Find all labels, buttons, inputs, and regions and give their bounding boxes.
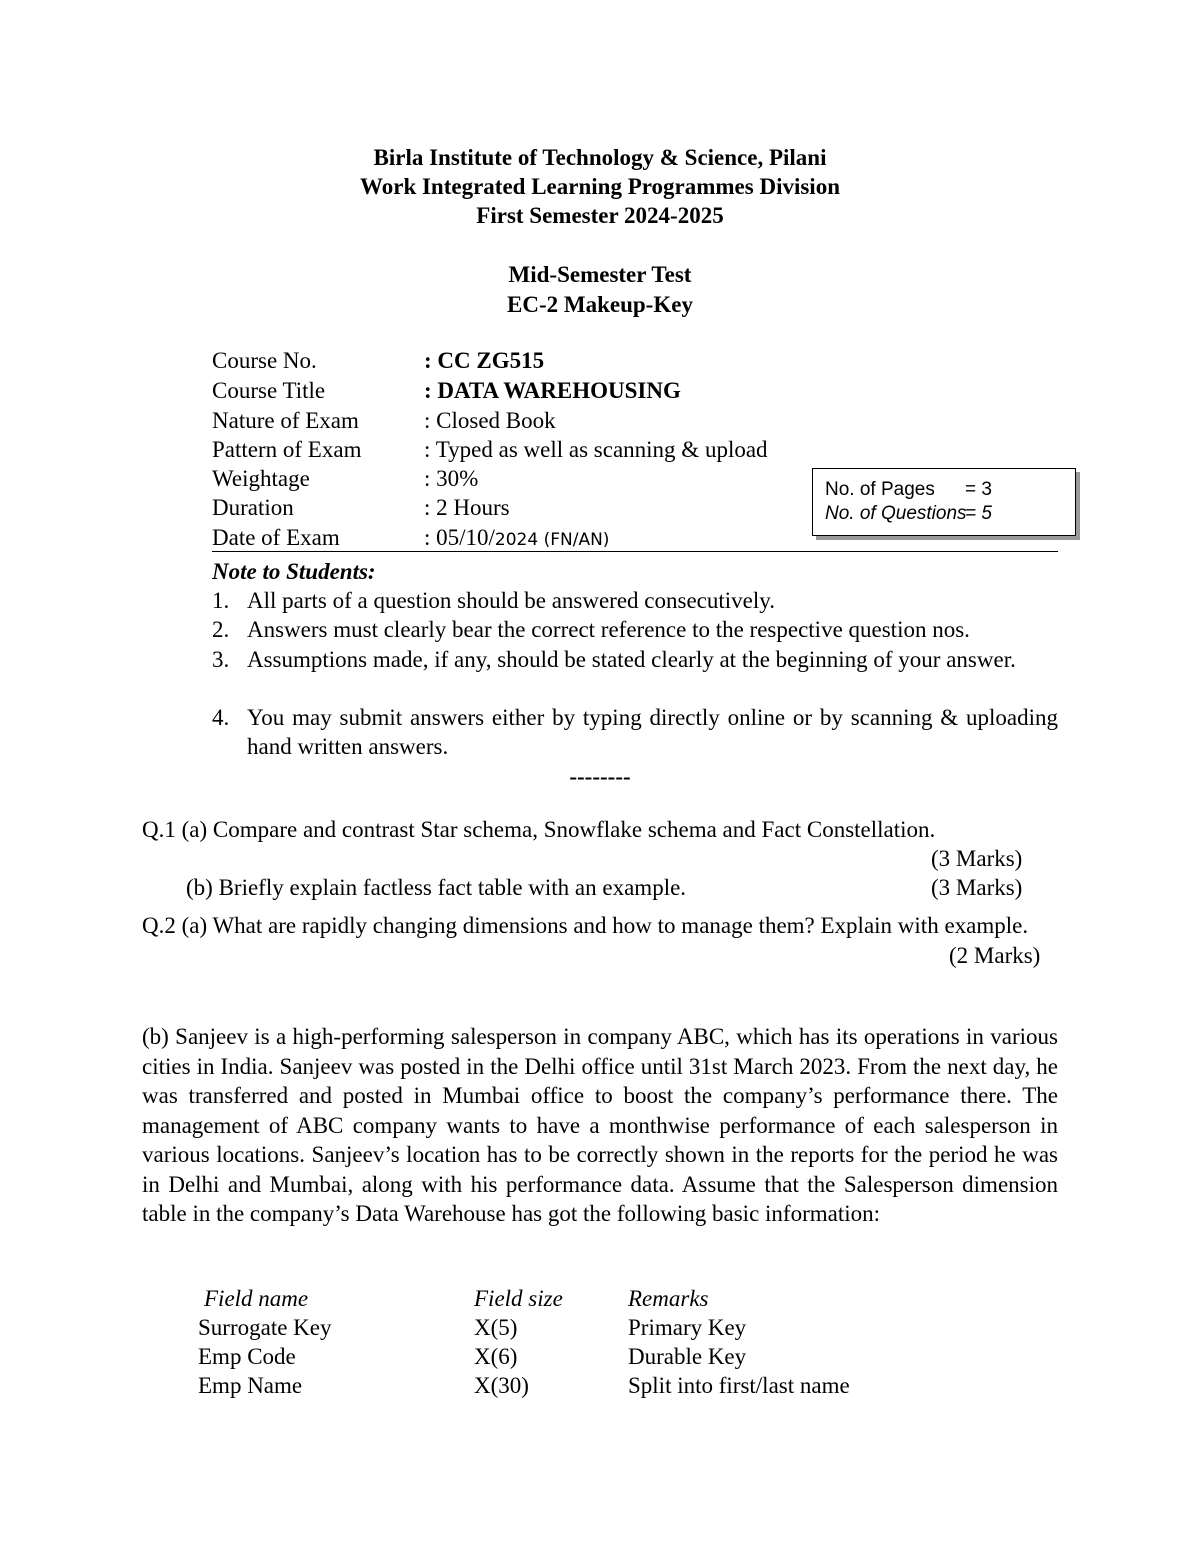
meta-value: : 2 Hours	[424, 495, 510, 520]
header-remarks: Remarks	[628, 1286, 709, 1311]
note-item	[212, 645, 1058, 703]
note-text: You may submit answers either by typing directly online or by scanning & uploading hand written answers.	[247, 705, 1058, 759]
notes-title: Note to Students:	[212, 559, 376, 584]
question-1a-marks: (3 Marks)	[931, 846, 1023, 871]
separator: --------	[569, 764, 631, 789]
divider	[212, 551, 1058, 552]
cell-remarks: Primary Key	[628, 1315, 747, 1340]
meta-value: : 30%	[424, 466, 479, 491]
question-1b-marks: (3 Marks)	[931, 875, 1023, 900]
test-title: Mid-Semester Test	[508, 262, 692, 287]
cell-field-name: Emp Name	[198, 1373, 303, 1398]
pages-value: = 3	[965, 479, 992, 500]
semester: First Semester 2024-2025	[476, 203, 724, 228]
date-value: : 05/10/	[424, 525, 495, 550]
note-text: Answers must clearly bear the correct reference to the respective question nos.	[247, 617, 970, 642]
date-value-small: 2024 (FN/AN)	[494, 530, 610, 550]
cell-field-size: X(6)	[474, 1344, 518, 1369]
meta-value: : DATA WAREHOUSING	[424, 378, 681, 403]
meta-value: : CC ZG515	[424, 348, 545, 373]
table-header	[198, 1284, 998, 1313]
meta-label: Course Title	[212, 378, 326, 403]
table-row	[198, 1342, 998, 1371]
cell-field-size: X(5)	[474, 1315, 518, 1340]
note-number: 1.	[212, 588, 230, 613]
question-1b: (b) Briefly explain factless fact table with an example.	[186, 875, 687, 900]
header-field-name: Field name	[204, 1286, 309, 1311]
cell-field-name: Surrogate Key	[198, 1315, 332, 1340]
meta-label: Duration	[212, 495, 294, 520]
questions-value: = 5	[965, 503, 992, 524]
question-1a: Q.1 (a) Compare and contrast Star schema, Snowflake schema and Fact Constellation.	[142, 817, 936, 842]
pages-label: No. of Pages	[825, 479, 935, 500]
meta-label: Pattern of Exam	[212, 437, 362, 462]
test-type: EC-2 Makeup-Key	[507, 292, 693, 317]
question-2b: (b) Sanjeev is a high-performing salesperson in company ABC, which has its operations in various cities in India. Sanjeev was posted in the Delhi office until 31st March 2023. From the next day, he was transferred and posted in Mumbai office to boost the company’s performance there. The management of ABC company wants to have a monthwise performance of each salesperson in various locations. Sanjeev’s location has to be correctly shown in the reports for the period he was in Delhi and Mumbai, along with his performance data. Assume that the Salesperson dimension table in the company’s Data Warehouse has got the following basic information:	[142, 1024, 1058, 1226]
question-2a-marks: (2 Marks)	[949, 943, 1041, 968]
division-name: Work Integrated Learning Programmes Division	[360, 174, 840, 199]
cell-remarks: Split into first/last name	[628, 1373, 850, 1398]
meta-label: Nature of Exam	[212, 408, 359, 433]
meta-value: : Closed Book	[424, 408, 556, 433]
meta-label: Weightage	[212, 466, 310, 491]
question-2a-text: Q.2 (a) What are rapidly changing dimensions and how to manage them? Explain with example.	[142, 913, 1029, 938]
questions-label: No. of Questions	[825, 503, 967, 524]
table-row	[198, 1371, 998, 1400]
institute-name: Birla Institute of Technology & Science, Pilani	[373, 145, 827, 170]
cell-remarks: Durable Key	[628, 1344, 747, 1369]
note-text: All parts of a question should be answered consecutively.	[247, 588, 776, 613]
note-item	[212, 703, 1058, 761]
cell-field-name: Emp Code	[198, 1344, 296, 1369]
note-number: 2.	[212, 617, 230, 642]
meta-label: Course No.	[212, 348, 317, 373]
note-item	[212, 615, 1058, 644]
note-text: Assumptions made, if any, should be stated clearly at the beginning of your answer.	[247, 647, 1016, 672]
table-row	[198, 1313, 998, 1342]
note-item	[212, 586, 1058, 615]
meta-label: Date of Exam	[212, 525, 340, 550]
info-box	[812, 468, 1076, 536]
cell-field-size: X(30)	[474, 1373, 529, 1398]
meta-value: : Typed as well as scanning & upload	[424, 437, 768, 462]
question-2a	[142, 911, 1058, 941]
header-field-size: Field size	[474, 1286, 563, 1311]
note-number: 3.	[212, 647, 230, 672]
note-number: 4.	[212, 705, 230, 730]
